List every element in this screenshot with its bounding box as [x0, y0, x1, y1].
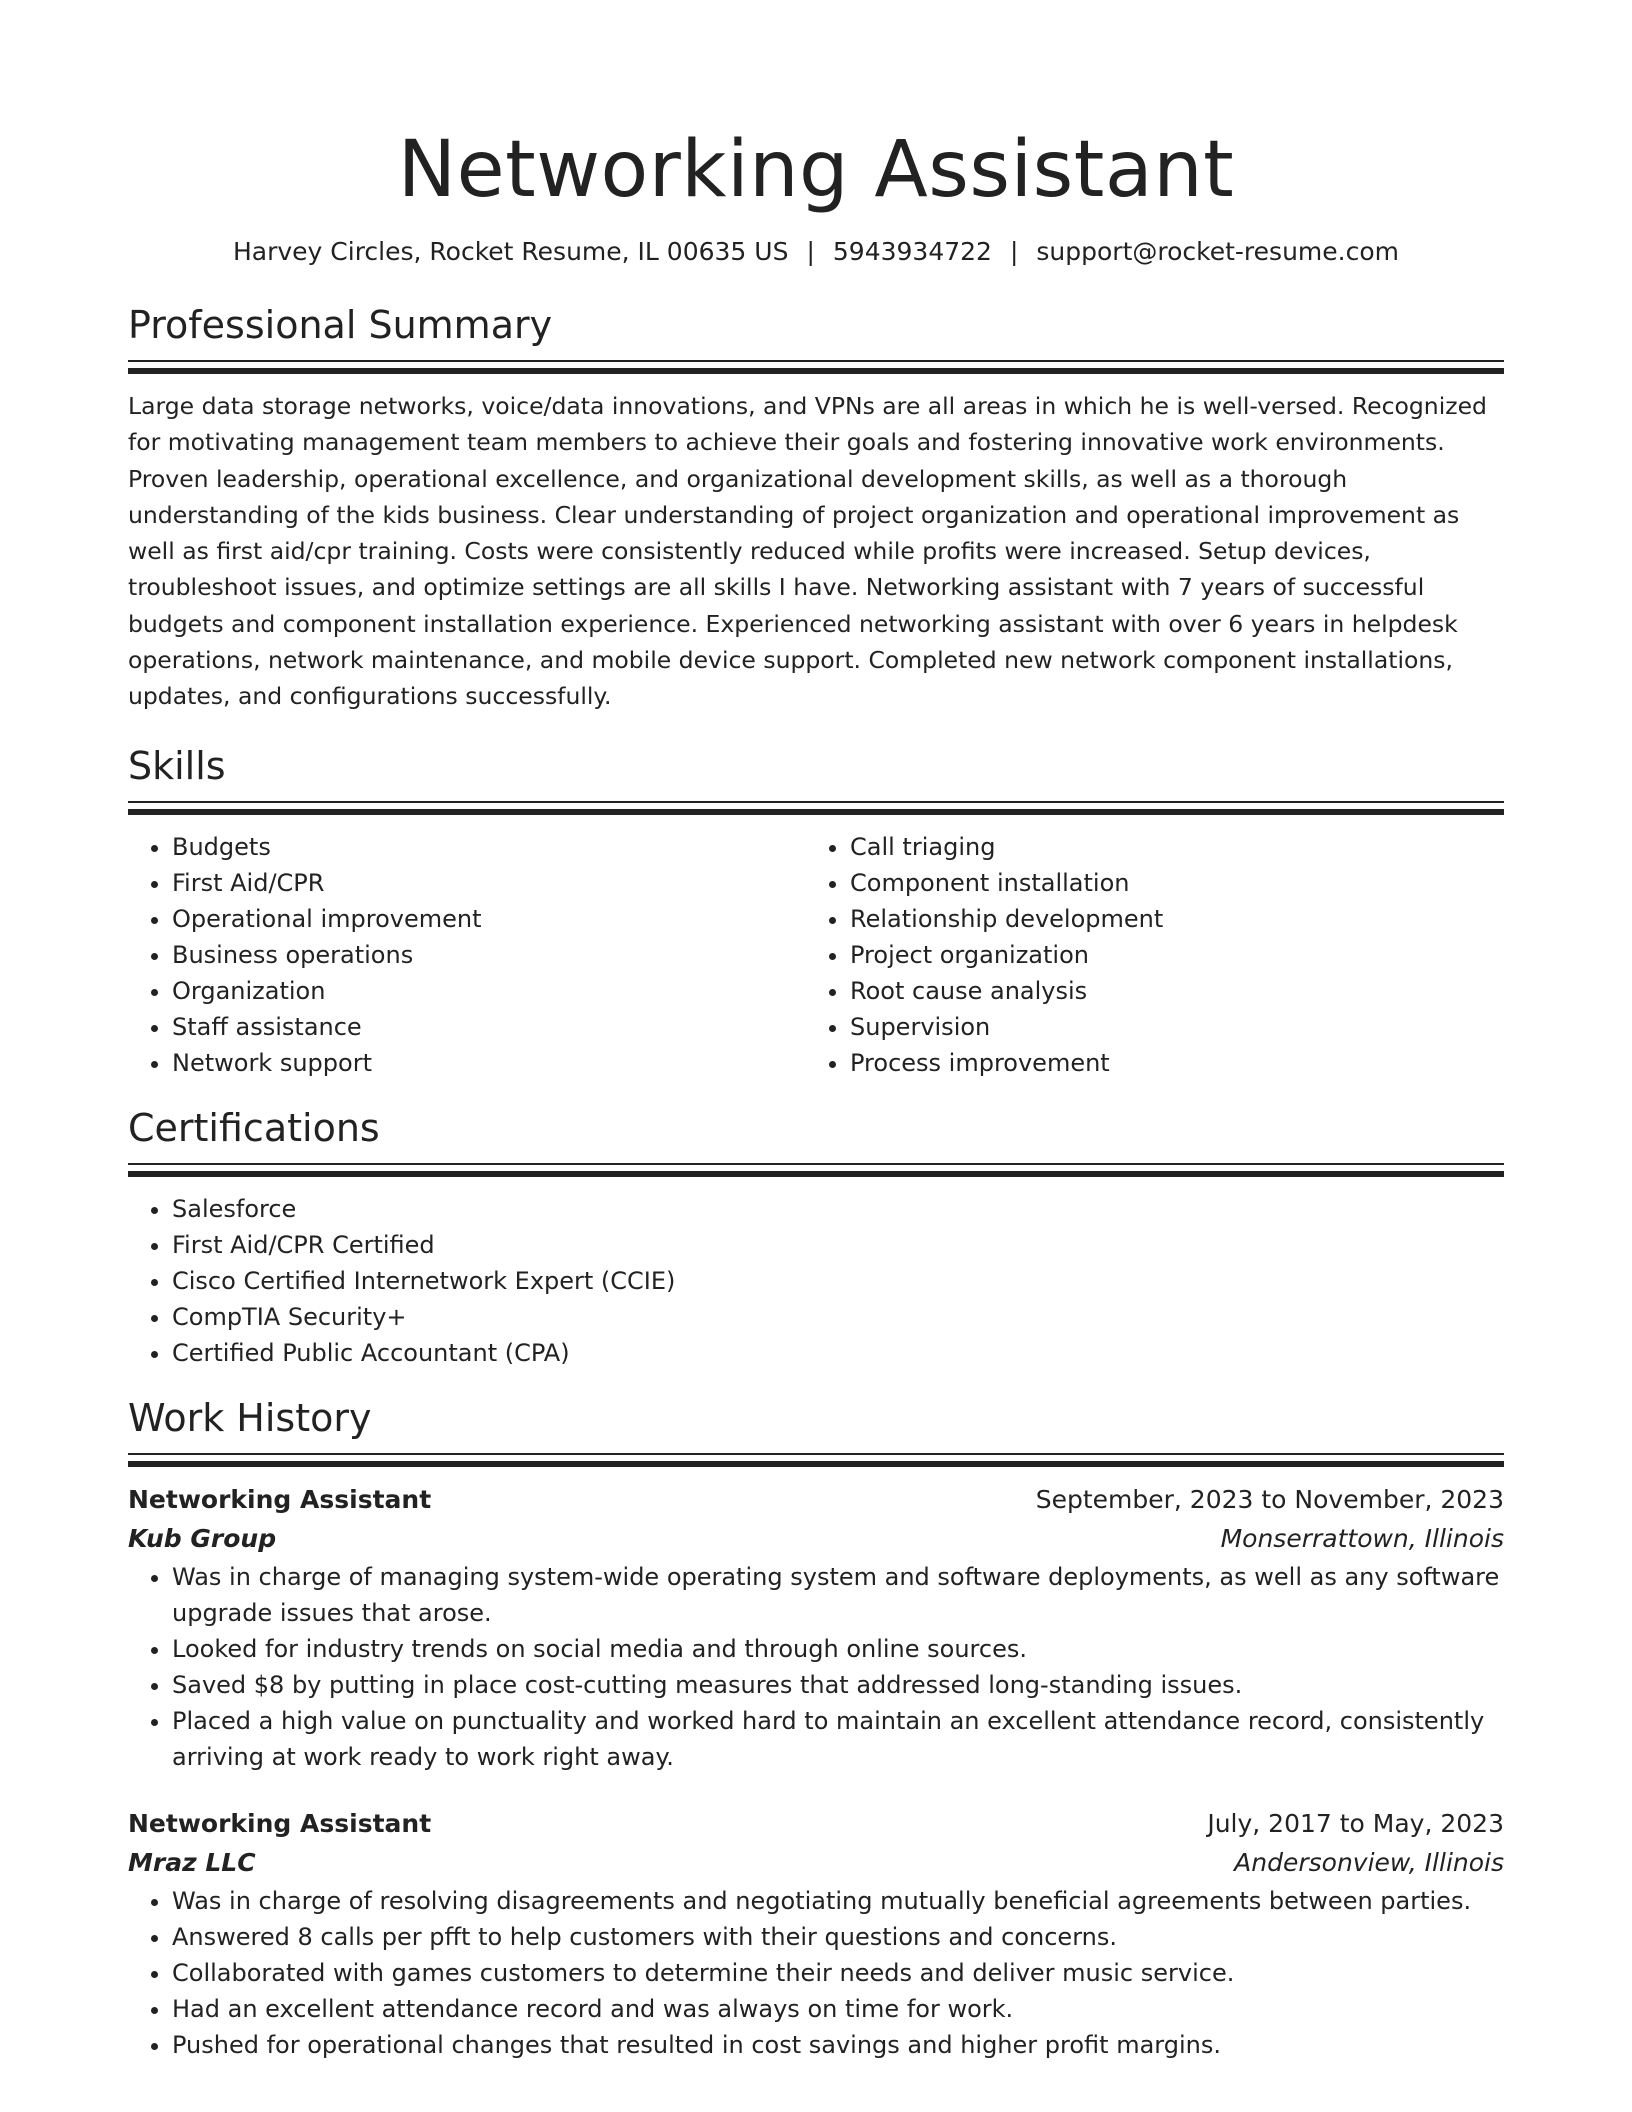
work-history-section	[128, 1395, 1504, 2063]
job-header	[128, 1481, 1504, 1519]
list-item: • First Aid/CPR Certified	[172, 1227, 1504, 1263]
list-item: • Saved $8 by putting in place cost-cutting measures that addressed long-standing issues.	[172, 1667, 1504, 1703]
resume-page	[128, 0, 1504, 2063]
section-divider	[128, 1453, 1504, 1467]
job-title: Networking Assistant	[128, 1808, 432, 1838]
skills-column-left	[128, 829, 806, 1081]
skills-grid	[128, 829, 1504, 1081]
job-location: Andersonview, Illinois	[1234, 1847, 1504, 1877]
list-item: • Root cause analysis	[850, 973, 1484, 1009]
list-item: • Placed a high value on punctuality and worked hard to maintain an excellent attendance record, consistently arriving at work ready to work right away.	[172, 1703, 1504, 1775]
resume-name-heading: Networking Assistant	[397, 125, 1235, 215]
job-dates: September, 2023 to November, 2023	[1035, 1484, 1504, 1514]
skills-section	[128, 743, 1504, 1081]
list-item: • Looked for industry trends on social media and through online sources.	[172, 1631, 1504, 1667]
contact-email: support@rocket-resume.com	[1036, 237, 1399, 266]
contact-line	[128, 236, 1504, 268]
list-item: • Business operations	[172, 937, 806, 973]
list-item: • Supervision	[850, 1009, 1484, 1045]
section-divider	[128, 360, 1504, 374]
list-item: • Relationship development	[850, 901, 1484, 937]
list-item: • Staff assistance	[172, 1009, 806, 1045]
section-title-work-history: Work History	[128, 1395, 372, 1440]
list-item: • CompTIA Security+	[172, 1299, 1504, 1335]
list-item: • Was in charge of managing system-wide operating system and software deployments, as well as any software upgrade issues that arose.	[172, 1559, 1504, 1631]
job-header	[128, 1805, 1504, 1843]
summary-section	[128, 302, 1504, 715]
contact-address: Harvey Circles, Rocket Resume, IL 00635 US	[232, 237, 789, 266]
summary-paragraph: Large data storage networks, voice/data innovations, and VPNs are all areas in which he is well-versed. Recognized for motivating management team members to achieve their goals and fostering innovative work environments. Proven leadership, operational excellence, and organizational development skills, as well as a thorough understanding of the kids business. Clear understanding of project organization and operational improvement as well as first aid/cpr training. Costs were consistently reduced while profits were increased. Setup devices, troubleshoot issues, and optimize settings are all skills I have. Networking assistant with 7 years of successful budgets and component installation experience. Experienced networking assistant with over 6 years in helpdesk operations, network maintenance, and mobile device support. Completed new network component installations, updates, and configurations successfully.	[128, 392, 1487, 711]
certifications-section	[128, 1105, 1504, 1371]
job-bullets	[128, 1883, 1504, 2063]
job-dates: July, 2017 to May, 2023	[1207, 1808, 1504, 1838]
list-item: • Budgets	[172, 829, 806, 865]
list-item: • Salesforce	[172, 1191, 1504, 1227]
list-item: • Project organization	[850, 937, 1484, 973]
list-item: • Was in charge of resolving disagreements and negotiating mutually beneficial agreements between parties.	[172, 1883, 1504, 1919]
contact-separator: |	[806, 237, 815, 266]
list-item: • Certified Public Accountant (CPA)	[172, 1335, 1504, 1371]
list-item: • Process improvement	[850, 1045, 1484, 1081]
list-item: • Component installation	[850, 865, 1484, 901]
list-item: • Organization	[172, 973, 806, 1009]
job-company: Mraz LLC	[128, 1847, 256, 1877]
skills-column-right	[806, 829, 1484, 1081]
section-title-skills: Skills	[128, 743, 226, 788]
list-item: • Call triaging	[850, 829, 1484, 865]
job-title: Networking Assistant	[128, 1484, 432, 1514]
list-item: • Cisco Certified Internetwork Expert (CCIE)	[172, 1263, 1504, 1299]
contact-separator: |	[1009, 237, 1019, 266]
section-title-certifications: Certifications	[128, 1105, 380, 1150]
job-company: Kub Group	[128, 1523, 277, 1553]
job-location: Monserrattown, Illinois	[1220, 1523, 1504, 1553]
job-subheader	[128, 1843, 1504, 1883]
list-item: • Operational improvement	[172, 901, 806, 937]
job-subheader	[128, 1519, 1504, 1559]
list-item: • Had an excellent attendance record and was always on time for work.	[172, 1991, 1504, 2027]
list-item: • Collaborated with games customers to determine their needs and deliver music service.	[172, 1955, 1504, 1991]
list-item: • Answered 8 calls per pfft to help customers with their questions and concerns.	[172, 1919, 1504, 1955]
list-item: • Pushed for operational changes that resulted in cost savings and higher profit margins.	[172, 2027, 1504, 2063]
certifications-list	[128, 1191, 1504, 1371]
section-divider	[128, 1163, 1504, 1177]
section-title-summary: Professional Summary	[128, 303, 553, 347]
job-entry	[128, 1805, 1504, 2063]
section-divider	[128, 801, 1504, 815]
list-item: • Network support	[172, 1045, 806, 1081]
contact-phone: 5943934722	[832, 237, 992, 266]
job-bullets	[128, 1559, 1504, 1775]
list-item: • First Aid/CPR	[172, 865, 806, 901]
job-entry	[128, 1481, 1504, 1775]
